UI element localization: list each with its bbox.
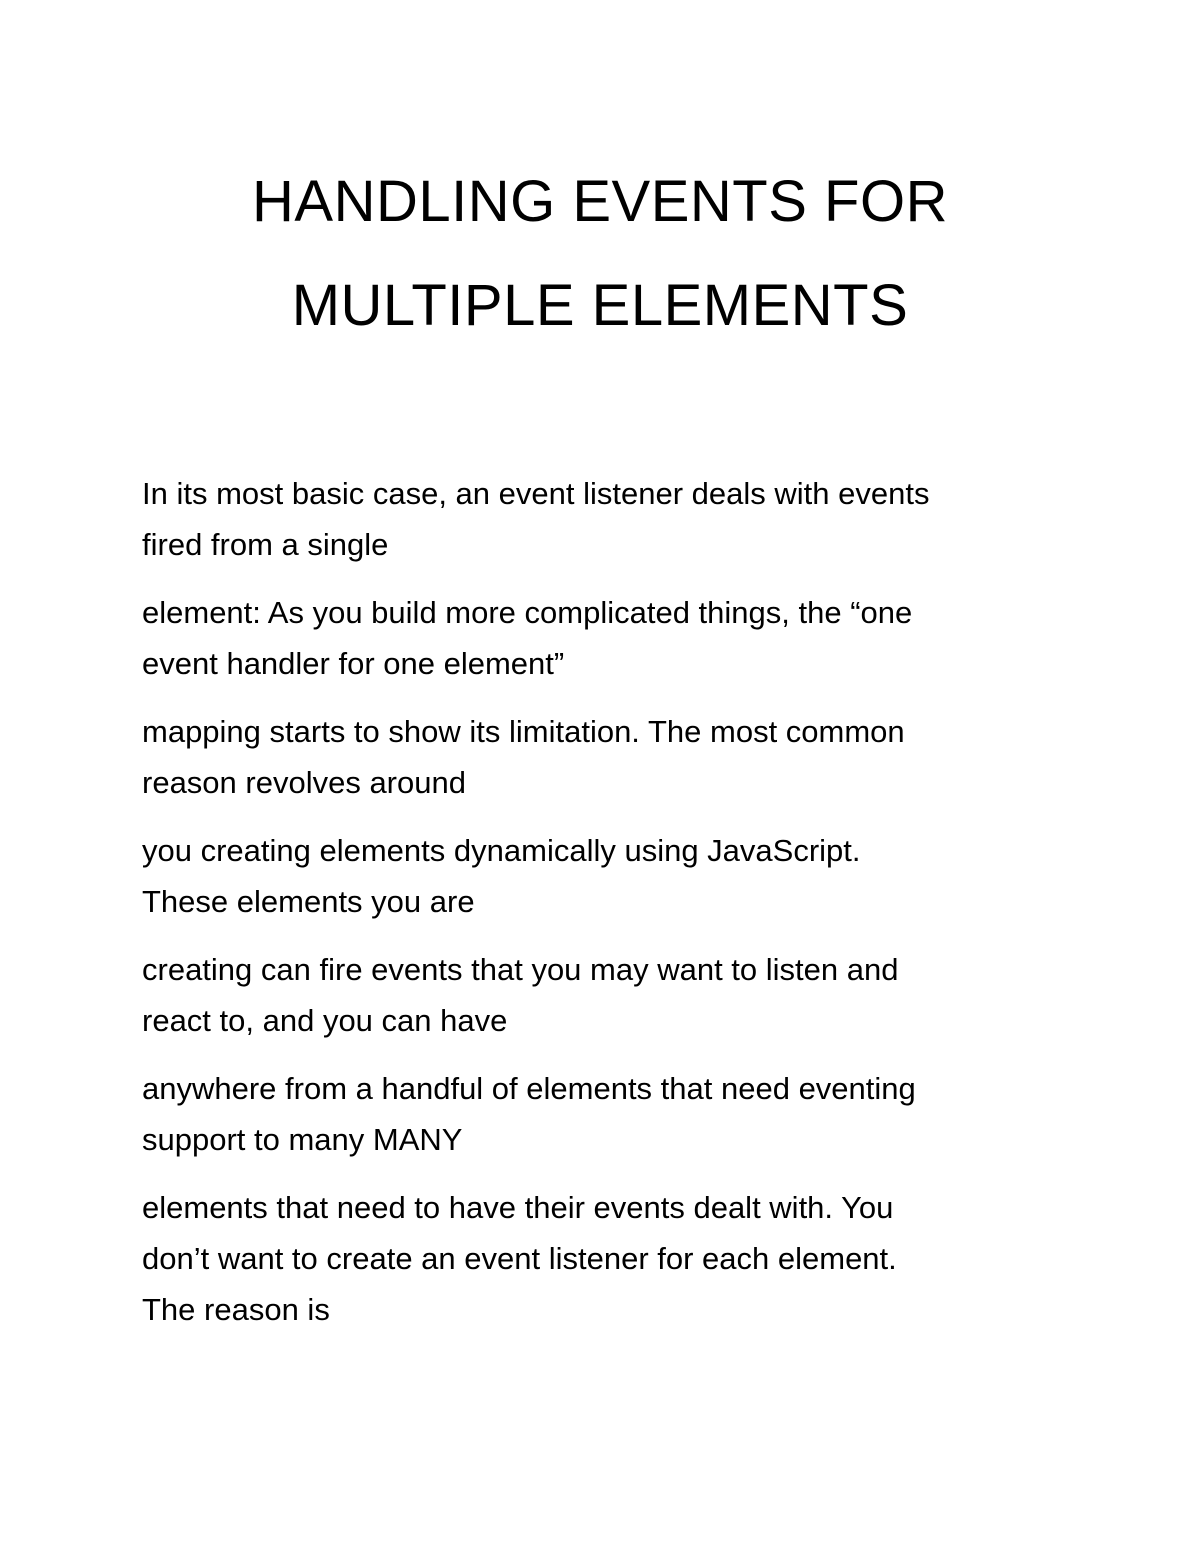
paragraph-line: The reason is — [142, 1292, 330, 1327]
paragraph-line: element: As you build more complicated things, the “one — [142, 595, 913, 630]
document-title — [0, 150, 1200, 358]
paragraph-line: anywhere from a handful of elements that need eventing — [142, 1071, 916, 1106]
paragraph-line: fired from a single — [142, 527, 389, 562]
paragraph-1 — [142, 468, 1082, 570]
title-line-1: HANDLING EVENTS FOR — [252, 169, 948, 234]
paragraph-6 — [142, 1063, 1082, 1165]
paragraph-line: support to many MANY — [142, 1122, 463, 1157]
paragraph-3 — [142, 706, 1082, 808]
paragraph-line: reason revolves around — [142, 765, 466, 800]
paragraph-4 — [142, 825, 1082, 927]
title-line-2: MULTIPLE ELEMENTS — [291, 273, 909, 338]
document-body — [142, 468, 1082, 1352]
paragraph-line: react to, and you can have — [142, 1003, 508, 1038]
paragraph-line: These elements you are — [142, 884, 475, 919]
paragraph-7 — [142, 1182, 1082, 1335]
paragraph-line: event handler for one element” — [142, 646, 565, 681]
paragraph-line: you creating elements dynamically using JavaScript. — [142, 833, 861, 868]
paragraph-line: elements that need to have their events dealt with. You — [142, 1190, 894, 1225]
paragraph-line: mapping starts to show its limitation. The most common — [142, 714, 905, 749]
paragraph-5 — [142, 944, 1082, 1046]
paragraph-line: In its most basic case, an event listener deals with events — [142, 476, 930, 511]
paragraph-line: don’t want to create an event listener for each element. — [142, 1241, 897, 1276]
paragraph-2 — [142, 587, 1082, 689]
paragraph-line: creating can fire events that you may want to listen and — [142, 952, 899, 987]
